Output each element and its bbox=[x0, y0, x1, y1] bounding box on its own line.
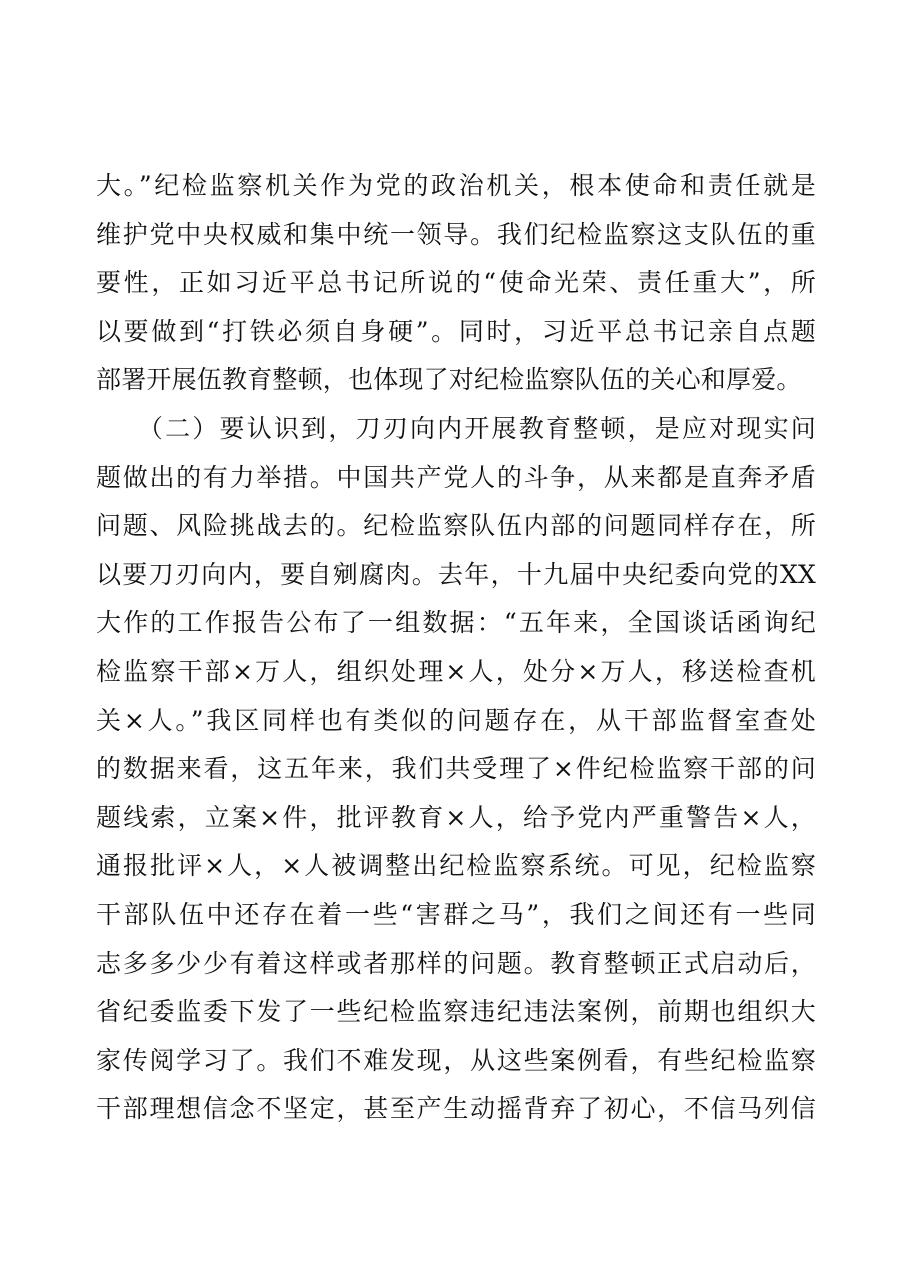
text-line: 题做出的有力举措。中国共产党人的斗争，从来都是直奔矛盾 bbox=[96, 462, 816, 492]
text-line: 要性，正如习近平总书记所说的“使命光荣、责任重大”，所 bbox=[96, 268, 816, 298]
text-line: 关×人。”我区同样也有类似的问题存在，从干部监督室查处 bbox=[96, 705, 816, 735]
text-line: 家传阅学习了。我们不难发现，从这些案例看，有些纪检监察 bbox=[96, 1045, 816, 1075]
text-line: 干部队伍中还存在着一些“害群之马”，我们之间还有一些同 bbox=[96, 899, 816, 929]
text-line: 省纪委监委下发了一些纪检监察违纪违法案例，前期也组织大 bbox=[96, 997, 816, 1027]
text-line: 检监察干部×万人，组织处理×人，处分×万人，移送检查机 bbox=[96, 656, 816, 686]
text-line: 维护党中央权威和集中统一领导。我们纪检监察这支队伍的重 bbox=[96, 219, 816, 249]
text-line: 以要刀刃向内，要自剜腐肉。去年，十九届中央纪委向党的XX bbox=[96, 559, 816, 589]
text-line: （二）要认识到，刀刃向内开展教育整顿，是应对现实问 bbox=[96, 413, 816, 443]
text-line: 以要做到“打铁必须自身硬”。同时，习近平总书记亲自点题 bbox=[96, 316, 816, 346]
text-line: 志多多少少有着这样或者那样的问题。教育整顿正式启动后， bbox=[96, 948, 816, 978]
text-line: 大作的工作报告公布了一组数据：“五年来，全国谈话函询纪 bbox=[96, 608, 816, 638]
text-line: 干部理想信念不坚定，甚至产生动摇背弃了初心，不信马列信 bbox=[96, 1094, 816, 1124]
text-line: 问题、风险挑战去的。纪检监察队伍内部的问题同样存在，所 bbox=[96, 511, 816, 541]
text-line: 大。”纪检监察机关作为党的政治机关，根本使命和责任就是 bbox=[96, 171, 816, 200]
text-line: 的数据来看，这五年来，我们共受理了×件纪检监察干部的问 bbox=[96, 754, 816, 784]
text-line: 题线索，立案×件，批评教育×人，给予党内严重警告×人， bbox=[96, 802, 816, 832]
text-line: 部署开展伍教育整顿，也体现了对纪检监察队伍的关心和厚爱。 bbox=[96, 365, 802, 395]
body-text bbox=[96, 162, 816, 1134]
text-line: 通报批评×人，×人被调整出纪检监察系统。可见，纪检监察 bbox=[96, 851, 816, 881]
